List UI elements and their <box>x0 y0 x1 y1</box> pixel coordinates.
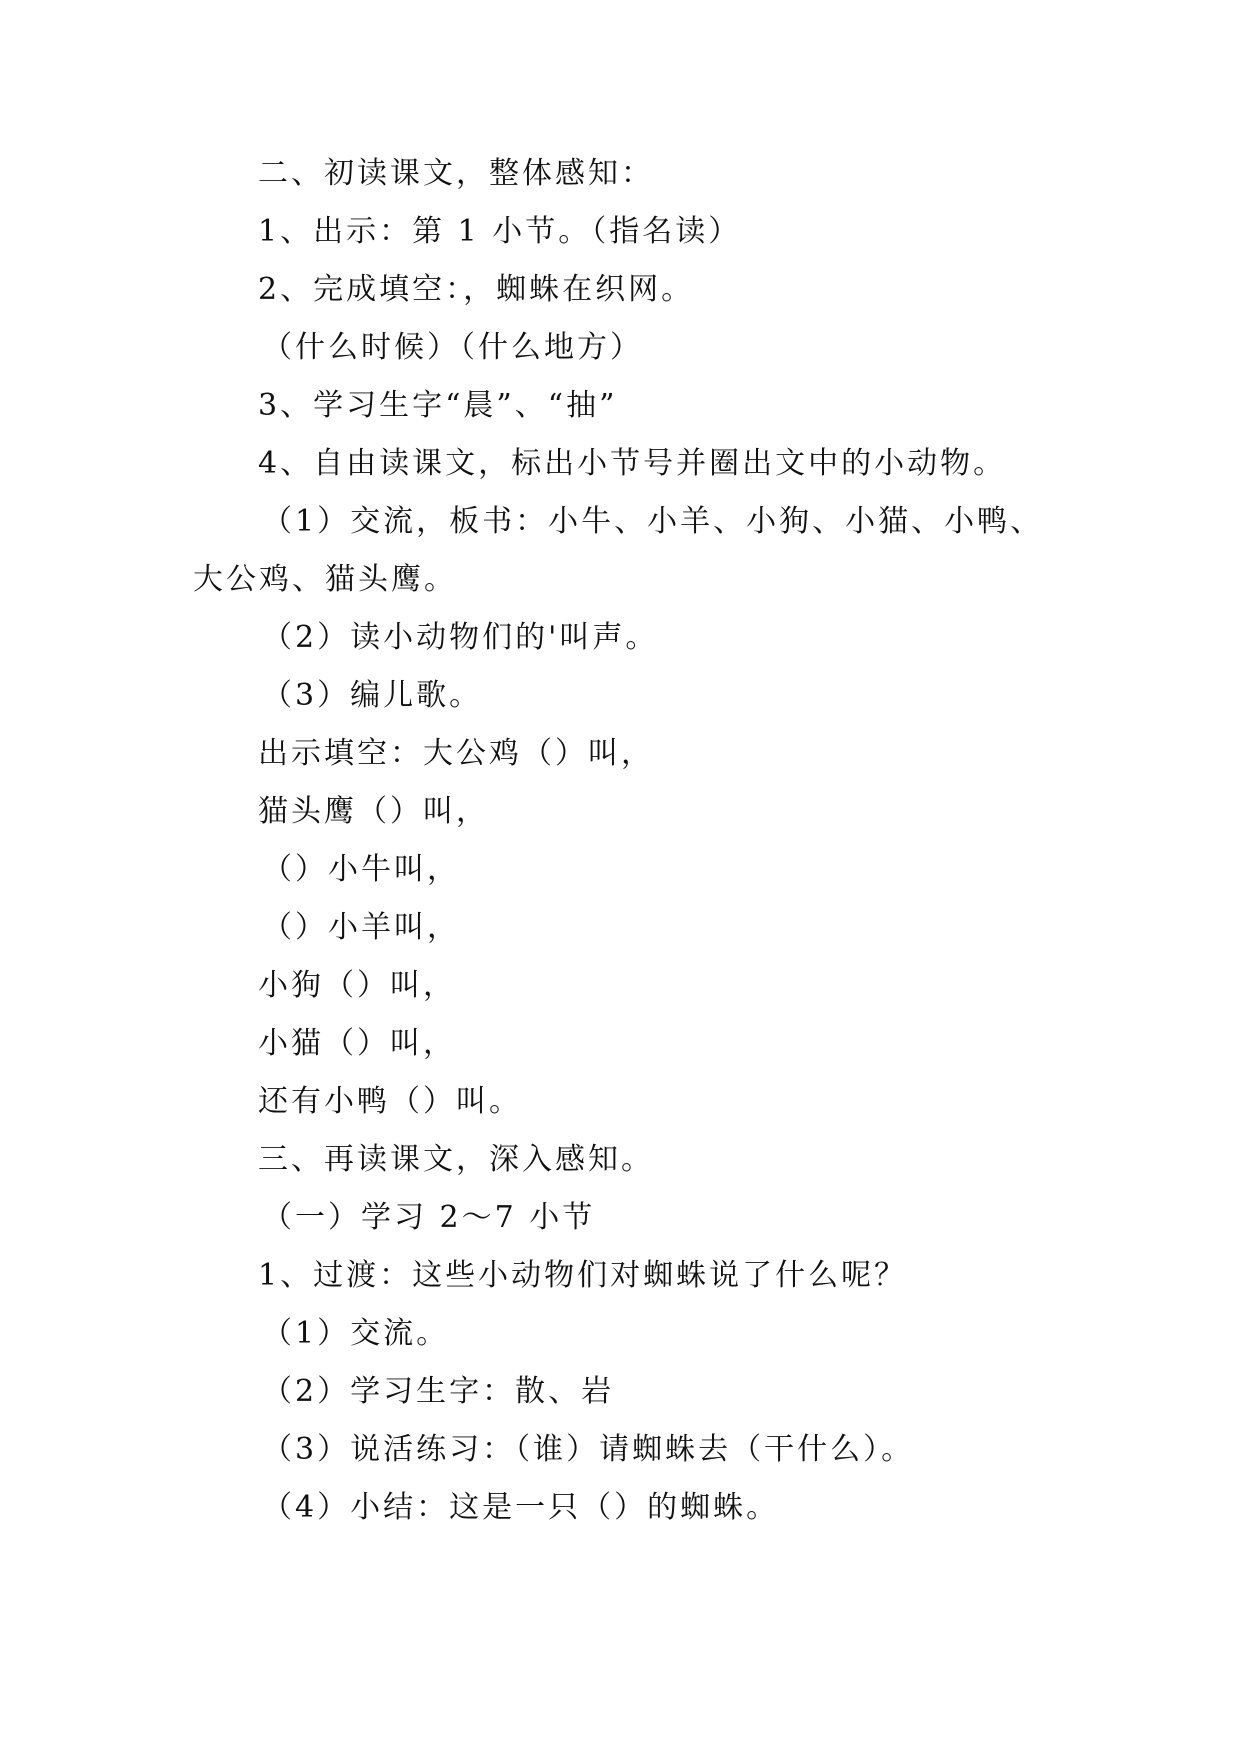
text-line: （什么时候）（什么地方） <box>262 330 643 365</box>
text-line: 出示填空：大公鸡（）叫， <box>258 736 654 771</box>
text-line: （1）交流，板书：小牛、小羊、小狗、小猫、小鸭、 <box>262 504 1044 539</box>
text-line: 2、完成填空：，蜘蛛在织网。 <box>258 272 695 307</box>
text-line: 猫头鹰（）叫， <box>258 794 489 829</box>
text-line: 3、学习生字“晨”、“抽” <box>258 388 618 423</box>
text-line: （3）编儿歌。 <box>262 678 483 713</box>
text-line: （2）读小动物们的'叫声。 <box>262 620 659 655</box>
text-line: （1）交流。 <box>262 1316 450 1351</box>
text-line: （2）学习生字：散、岩 <box>262 1374 615 1409</box>
text-line: 1、过渡：这些小动物们对蜘蛛说了什么呢？ <box>258 1258 908 1293</box>
subsection-heading: （一）学习 2～7 小节 <box>262 1200 596 1235</box>
text-line: 1、出示：第 1 小节。（指名读） <box>258 214 742 249</box>
text-line: 还有小鸭（）叫。 <box>258 1084 522 1119</box>
section-heading-3: 三、再读课文，深入感知。 <box>258 1142 654 1177</box>
text-line: 小猫（）叫， <box>258 1026 456 1061</box>
text-line: 大公鸡、猫头鹰。 <box>193 562 457 597</box>
text-line: （4）小结：这是一只（）的蜘蛛。 <box>262 1490 780 1525</box>
text-line: 小狗（）叫， <box>258 968 456 1003</box>
text-line: （）小羊叫， <box>262 910 460 945</box>
text-line: （3）说活练习：（谁）请蜘蛛去（干什么）。 <box>262 1432 915 1467</box>
section-heading-2: 二、初读课文，整体感知： <box>258 156 654 191</box>
text-line: （）小牛叫， <box>262 852 460 887</box>
text-line: 4、自由读课文，标出小节号并圈出文中的小动物。 <box>258 446 1007 481</box>
